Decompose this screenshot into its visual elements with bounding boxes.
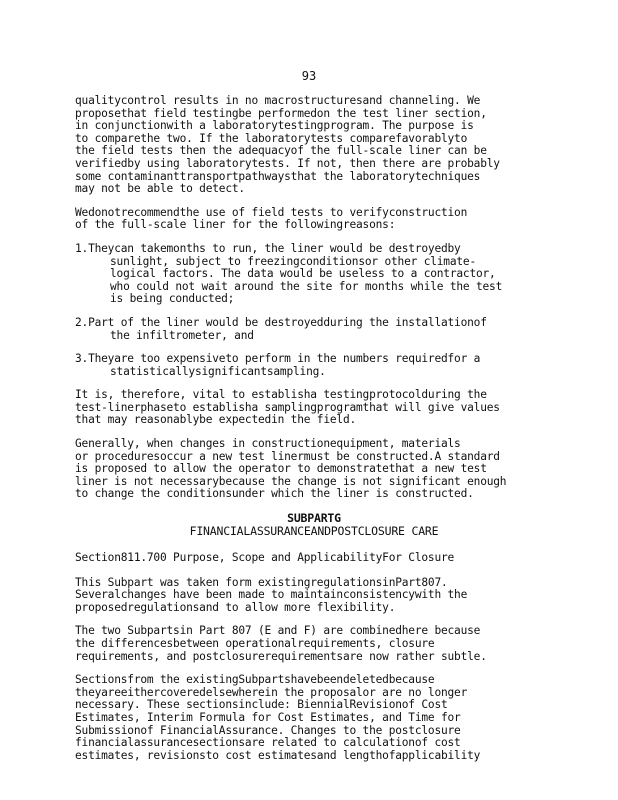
text-line: who could not wait around the site for months while the test — [110, 279, 503, 293]
text-line: statisticallysignificantsampling. — [110, 364, 326, 378]
text-line: or proceduresoccur a new test linermust be constructed.A standard — [75, 449, 500, 463]
text-line: Sectionsfrom the existingSubpartshavebeendeletedbecause — [75, 673, 435, 687]
text-line: financialassurancesectionsare related to calculationof cost — [75, 736, 461, 750]
subpart-subtitle: FINANCIALASSURANCEANDPOSTCLOSURE CARE — [189, 524, 439, 539]
text-line: is being conducted; — [110, 292, 235, 306]
reason-item-3 — [75, 353, 553, 378]
text-line: This Subpart was taken form existingregulationsinPart807. — [75, 575, 448, 589]
text-line: 2.Part of the liner would be destroyedduring the installationof — [75, 315, 487, 329]
text-line: test-linerphaseto establisha samplingprogramthat will give values — [75, 400, 500, 414]
text-line: some contaminanttransportpathwaysthat the laboratorytechniques — [75, 169, 481, 183]
text-line: 1.Theycan takemonths to run, the liner would be destroyedby — [75, 241, 461, 255]
text-line: liner is not necessarybecause the change is not significant enough — [75, 474, 507, 488]
text-line: to comparethe two. If the laboratorytests comparefavorablyto — [75, 131, 468, 145]
subpart-title: SUBPARTG — [287, 511, 341, 526]
text-line: proposethat field testingbe performedon the test liner section, — [75, 106, 487, 120]
text-line: necessary. These sectionsinclude: BiennialRevisionof Cost — [75, 698, 448, 712]
text-line: in conjunctionwith a laboratorytestingprogram. The purpose is — [75, 119, 474, 133]
text-line: The two Subpartsin Part 807 (E and F) are combinedhere because — [75, 624, 481, 638]
reason-item-1 — [75, 243, 553, 306]
page-body — [75, 95, 553, 773]
text-line: to change the conditionsunder which the liner is constructed. — [75, 487, 474, 501]
text-line: logical factors. The data would be useless to a contractor, — [110, 267, 496, 281]
text-line: estimates, revisionsto cost estimatesand lengthofapplicability — [75, 748, 481, 762]
paragraph-sections-deleted — [75, 674, 553, 762]
text-line: of the full-scale liner for the followingreasons: — [75, 218, 396, 232]
paragraph-field-tests — [75, 207, 553, 232]
text-line: qualitycontrol results in no macrostructuresand channeling. We — [75, 94, 481, 107]
text-line: Severalchanges have been made to maintainconsistencywith the — [75, 588, 468, 602]
paragraph-construction-changes — [75, 438, 553, 501]
text-line: Submissionof FinancialAssurance. Changes to the postclosure — [75, 723, 461, 737]
paragraph-subpart-origin — [75, 577, 553, 615]
text-line: It is, therefore, vital to establisha testingprotocolduring the — [75, 388, 487, 402]
text-line: theyareeithercoveredelsewherein the proposalor are no longer — [75, 685, 468, 699]
text-line: the field tests then the adequacyof the full-scale liner can be — [75, 144, 487, 158]
text-line: may not be able to detect. — [75, 182, 245, 196]
paragraph-quality-control — [75, 95, 553, 196]
text-line: is proposed to allow the operator to demonstratethat a new test — [75, 462, 487, 476]
paragraph-subparts-combined — [75, 625, 553, 663]
text-line: Estimates, Interim Formula for Cost Estimates, and Time for — [75, 710, 461, 724]
paragraph-testing-protocol — [75, 389, 553, 427]
text-line: Generally, when changes in constructionequipment, materials — [75, 437, 461, 451]
text-line: that may reasonablybe expectedin the field. — [75, 413, 357, 427]
section-heading: Section811.700 Purpose, Scope and ApplicabilityFor Closure — [75, 551, 455, 565]
text-line: proposedregulationsand to allow more flexibility. — [75, 600, 396, 614]
text-line: sunlight, subject to freezingconditionsor other climate- — [110, 254, 476, 268]
page-number: 93 — [301, 69, 317, 83]
text-line: the differencesbetween operationalrequirements, closure — [75, 637, 435, 650]
text-line: verifiedby using laboratorytests. If not, then there are probably — [75, 156, 500, 170]
text-line: requirements, and postclosurerequirementsare now rather subtle. — [75, 649, 487, 663]
reason-item-2 — [75, 317, 553, 342]
text-line: 3.Theyare too expensiveto perform in the numbers requiredfor a — [75, 352, 481, 366]
text-line: the infiltrometer, and — [110, 328, 254, 342]
text-line: Wedonotrecommendthe use of field tests to verifyconstruction — [75, 205, 468, 219]
